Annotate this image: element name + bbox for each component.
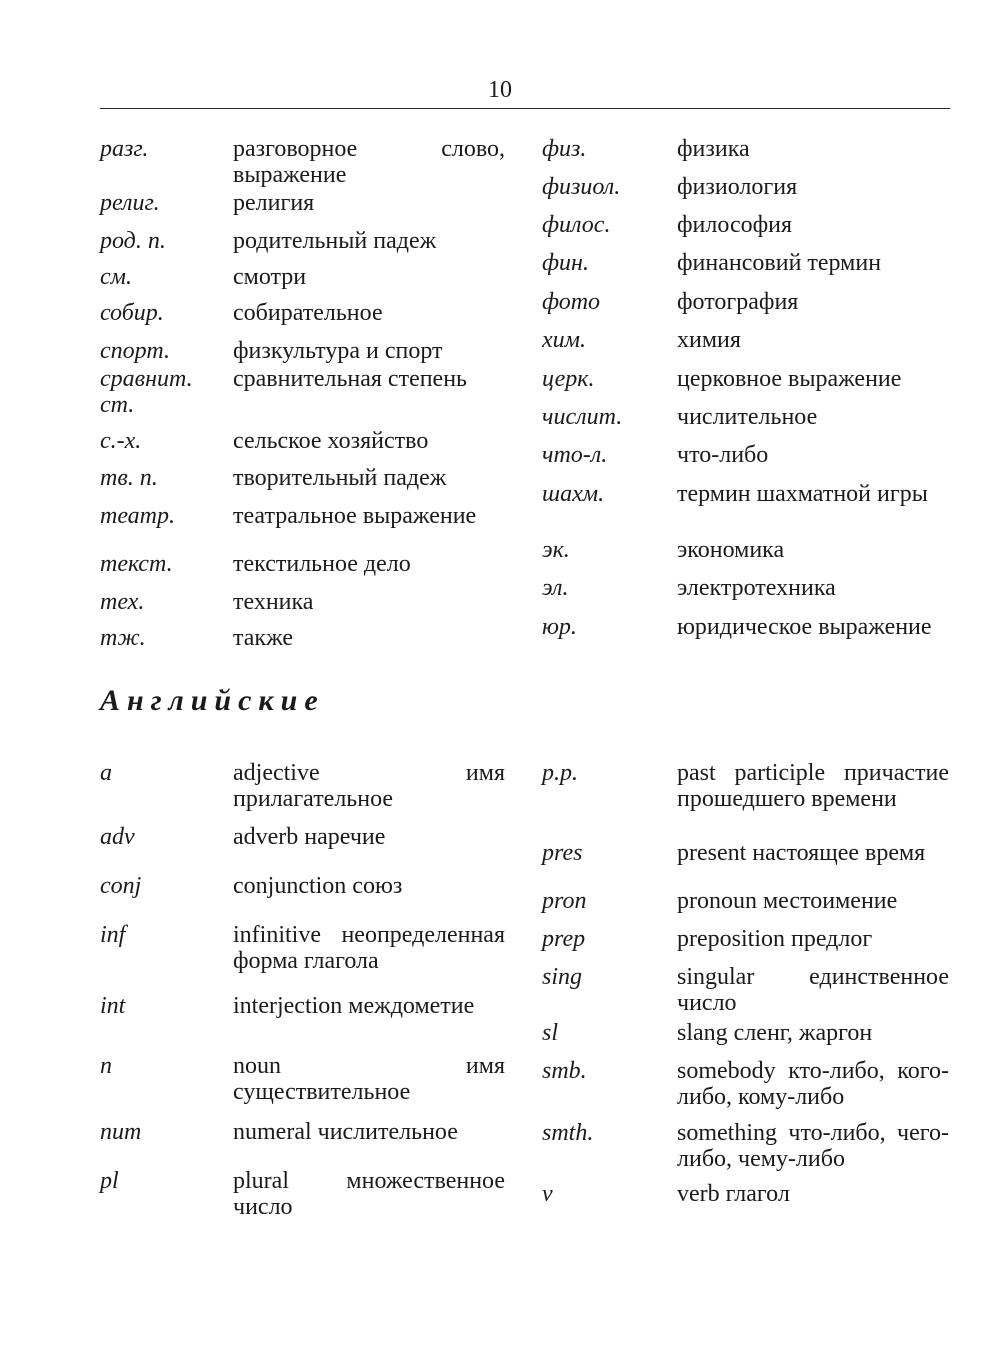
- definition: verb глагол: [677, 1181, 790, 1207]
- abbreviation: физиол.: [542, 174, 621, 200]
- abbreviation: sing: [542, 964, 583, 990]
- abbreviation: род. п.: [100, 228, 166, 254]
- definition: числительное: [677, 404, 818, 430]
- abbreviation: эк.: [542, 537, 570, 563]
- definition: юридическое выражение: [677, 614, 932, 640]
- abbreviation: sl: [542, 1020, 559, 1046]
- abbreviation: adv: [100, 824, 135, 850]
- definition: физика: [677, 136, 750, 162]
- page-number: 10: [488, 77, 512, 103]
- definition: химия: [677, 327, 741, 353]
- abbreviation: театр.: [100, 503, 175, 529]
- definition: что-либо: [677, 442, 769, 468]
- abbreviation: религ.: [100, 190, 160, 216]
- definition: театральное выражение: [233, 503, 477, 529]
- definition: present настоящее время: [677, 840, 926, 866]
- abbreviation: хим.: [542, 327, 586, 353]
- abbreviation: собир.: [100, 300, 164, 326]
- abbreviation: спорт.: [100, 338, 170, 364]
- abbreviation: фото: [542, 289, 601, 315]
- abbreviation: smb.: [542, 1058, 587, 1084]
- definition: экономика: [677, 537, 785, 563]
- abbreviation: a: [100, 760, 112, 786]
- definition: родительный падеж: [233, 228, 437, 254]
- abbreviation: inf: [100, 922, 126, 948]
- abbreviation: p.p.: [542, 760, 578, 786]
- definition: электротехника: [677, 575, 836, 601]
- definition: adverb наречие: [233, 824, 386, 850]
- definition: финансовий термин: [677, 250, 882, 276]
- definition: pronoun местоимение: [677, 888, 898, 914]
- definition: также: [233, 625, 294, 651]
- definition: философия: [677, 212, 793, 238]
- definition: interjection междометие: [233, 993, 475, 1019]
- header-rule: [100, 108, 950, 109]
- definition: техника: [233, 589, 314, 615]
- abbreviation: prep: [542, 926, 586, 952]
- definition: numeral числительное: [233, 1119, 458, 1145]
- definition: смотри: [233, 264, 307, 290]
- abbreviation: что-л.: [542, 442, 608, 468]
- abbreviation: pl: [100, 1168, 119, 1194]
- definition: slang сленг, жаргон: [677, 1020, 873, 1046]
- section-heading-english: Английские: [100, 684, 325, 717]
- abbreviation: pres: [542, 840, 583, 866]
- abbreviation: с.-х.: [100, 428, 142, 454]
- abbreviation: шахм.: [542, 481, 605, 507]
- definition: singular единственное число: [677, 964, 949, 1016]
- abbreviation: числит.: [542, 404, 623, 430]
- abbreviation: юр.: [542, 614, 577, 640]
- abbreviation: текст.: [100, 551, 173, 577]
- abbreviation: int: [100, 993, 126, 1019]
- definition: творительный падеж: [233, 465, 447, 491]
- definition: религия: [233, 190, 315, 216]
- definition: фотография: [677, 289, 799, 315]
- definition: preposition предлог: [677, 926, 873, 952]
- abbreviation: тв. п.: [100, 465, 158, 491]
- abbreviation: num: [100, 1119, 142, 1145]
- definition: сравнительная степень: [233, 366, 467, 392]
- abbreviation: фин.: [542, 250, 589, 276]
- definition: infinitive неопределенная форма глагола: [233, 922, 505, 974]
- definition: something что-либо, чего-либо, чему-либо: [677, 1120, 949, 1172]
- abbreviation: церк.: [542, 366, 595, 392]
- definition: церковное выражение: [677, 366, 902, 392]
- definition: сельское хозяйство: [233, 428, 429, 454]
- definition: физкультура и спорт: [233, 338, 443, 364]
- abbreviation: эл.: [542, 575, 569, 601]
- abbreviation: тех.: [100, 589, 145, 615]
- abbreviation: см.: [100, 264, 132, 290]
- definition: past participle причастие прошедшего времени: [677, 760, 949, 812]
- abbreviation: тж.: [100, 625, 146, 651]
- abbreviation: smth.: [542, 1120, 594, 1146]
- abbreviation: филос.: [542, 212, 611, 238]
- definition: физиология: [677, 174, 798, 200]
- abbreviation: v: [542, 1181, 553, 1207]
- abbreviation: n: [100, 1053, 112, 1079]
- definition: термин шахматной игры: [677, 481, 928, 507]
- definition: adjective имя прилагательное: [233, 760, 505, 812]
- abbreviation: pron: [542, 888, 587, 914]
- definition: conjunction союз: [233, 873, 403, 899]
- definition: разговорное слово, выражение: [233, 136, 505, 188]
- abbreviation: физ.: [542, 136, 587, 162]
- abbreviation: сравнит. ст.: [100, 366, 193, 418]
- definition: noun имя существительное: [233, 1053, 505, 1105]
- definition: plural множественное число: [233, 1168, 505, 1220]
- definition: somebody кто-либо, кого-либо, кому-либо: [677, 1058, 949, 1110]
- definition: текстильное дело: [233, 551, 411, 577]
- abbreviation: conj: [100, 873, 142, 899]
- definition: собирательное: [233, 300, 383, 326]
- abbreviation: разг.: [100, 136, 149, 162]
